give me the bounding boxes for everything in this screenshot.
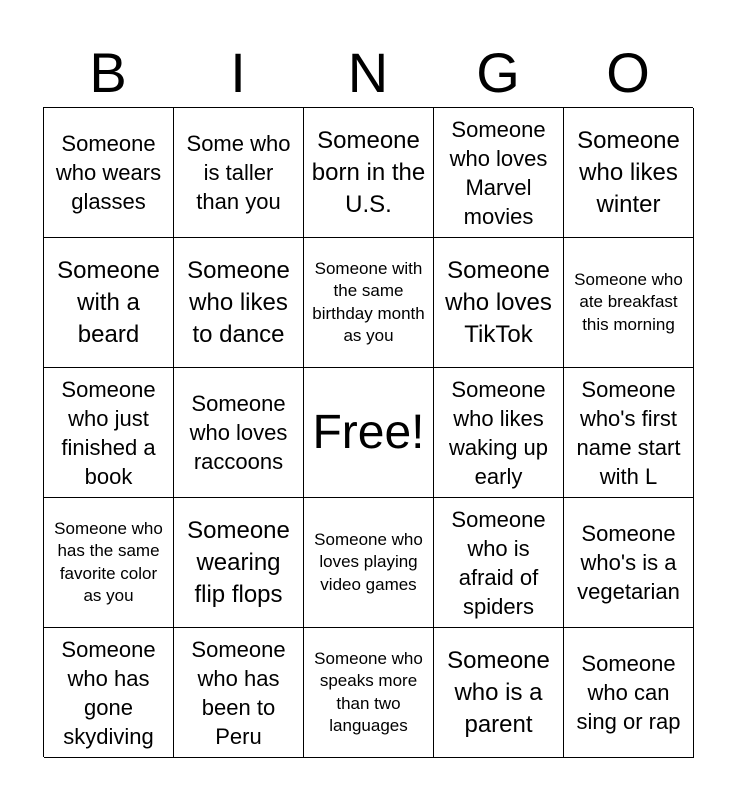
- header-letter-i: I: [230, 41, 246, 104]
- bingo-cell-text: Someone who has gone skydiving: [61, 636, 156, 749]
- bingo-cell[interactable]: [434, 498, 564, 628]
- bingo-cell[interactable]: [44, 108, 174, 238]
- bingo-cell[interactable]: [564, 628, 694, 758]
- bingo-cell-text: Someone who has been to Peru: [191, 636, 286, 749]
- header-letter-n: N: [347, 41, 389, 104]
- bingo-cell[interactable]: [174, 108, 304, 238]
- bingo-cell[interactable]: [564, 498, 694, 628]
- bingo-cell[interactable]: [564, 368, 694, 498]
- header-letter-g: G: [476, 41, 520, 104]
- bingo-cell-text: Someone who's is a vegetarian: [577, 521, 680, 604]
- bingo-cell-text: Someone who likes winter: [577, 126, 680, 218]
- bingo-cell[interactable]: [174, 238, 304, 368]
- bingo-cell[interactable]: [174, 628, 304, 758]
- bingo-board: [43, 107, 693, 757]
- bingo-cell[interactable]: [44, 498, 174, 628]
- bingo-cell-text: Someone born in the U.S.: [311, 126, 426, 218]
- bingo-cell-text: Some who is taller than you: [186, 131, 291, 214]
- bingo-cell[interactable]: [434, 368, 564, 498]
- bingo-cell[interactable]: [304, 108, 434, 238]
- bingo-cell-text: Someone who just finished a book: [61, 376, 156, 489]
- bingo-cell-text: Someone who wears glasses: [55, 131, 162, 214]
- bingo-cell[interactable]: [564, 238, 694, 368]
- bingo-cell[interactable]: [174, 368, 304, 498]
- bingo-cell[interactable]: [44, 628, 174, 758]
- bingo-cell-text: Someone who's first name start with L: [576, 376, 681, 489]
- bingo-cell-text: Someone who is afraid of spiders: [451, 506, 546, 619]
- bingo-header: [43, 42, 693, 104]
- bingo-cell-text: Someone who loves Marvel movies: [449, 116, 548, 229]
- bingo-cell[interactable]: [304, 628, 434, 758]
- bingo-cell-text: Someone wearing flip flops: [187, 516, 290, 608]
- bingo-cell-text: Someone who can sing or rap: [576, 651, 681, 734]
- bingo-cell[interactable]: [434, 108, 564, 238]
- bingo-cell[interactable]: [44, 238, 174, 368]
- free-space-cell[interactable]: [304, 368, 434, 498]
- bingo-cell-text: Someone who loves raccoons: [189, 391, 288, 474]
- bingo-cell[interactable]: [564, 108, 694, 238]
- bingo-cell-text: Someone who is a parent: [447, 646, 550, 738]
- bingo-cell-text: Someone who likes to dance: [187, 256, 290, 348]
- bingo-cell-text: Someone with the same birthday month as you: [312, 258, 425, 345]
- header-letter-o: O: [606, 41, 650, 104]
- header-letter-b: B: [89, 41, 127, 104]
- free-space-label: Free!: [312, 405, 425, 459]
- bingo-cell-text: Someone who has the same favorite color as you: [54, 518, 163, 605]
- bingo-cell[interactable]: [434, 238, 564, 368]
- bingo-cell[interactable]: [44, 368, 174, 498]
- bingo-cell[interactable]: [434, 628, 564, 758]
- bingo-cell[interactable]: [174, 498, 304, 628]
- bingo-cell-text: Someone who likes waking up early: [448, 376, 549, 489]
- bingo-cell-text: Someone who loves TikTok: [445, 256, 552, 348]
- bingo-cell-text: Someone who ate breakfast this morning: [574, 269, 683, 334]
- bingo-cell[interactable]: [304, 498, 434, 628]
- bingo-cell[interactable]: [304, 238, 434, 368]
- bingo-cell-text: Someone who speaks more than two languages: [314, 648, 423, 735]
- bingo-cell-text: Someone with a beard: [57, 256, 160, 348]
- bingo-cell-text: Someone who loves playing video games: [314, 529, 423, 594]
